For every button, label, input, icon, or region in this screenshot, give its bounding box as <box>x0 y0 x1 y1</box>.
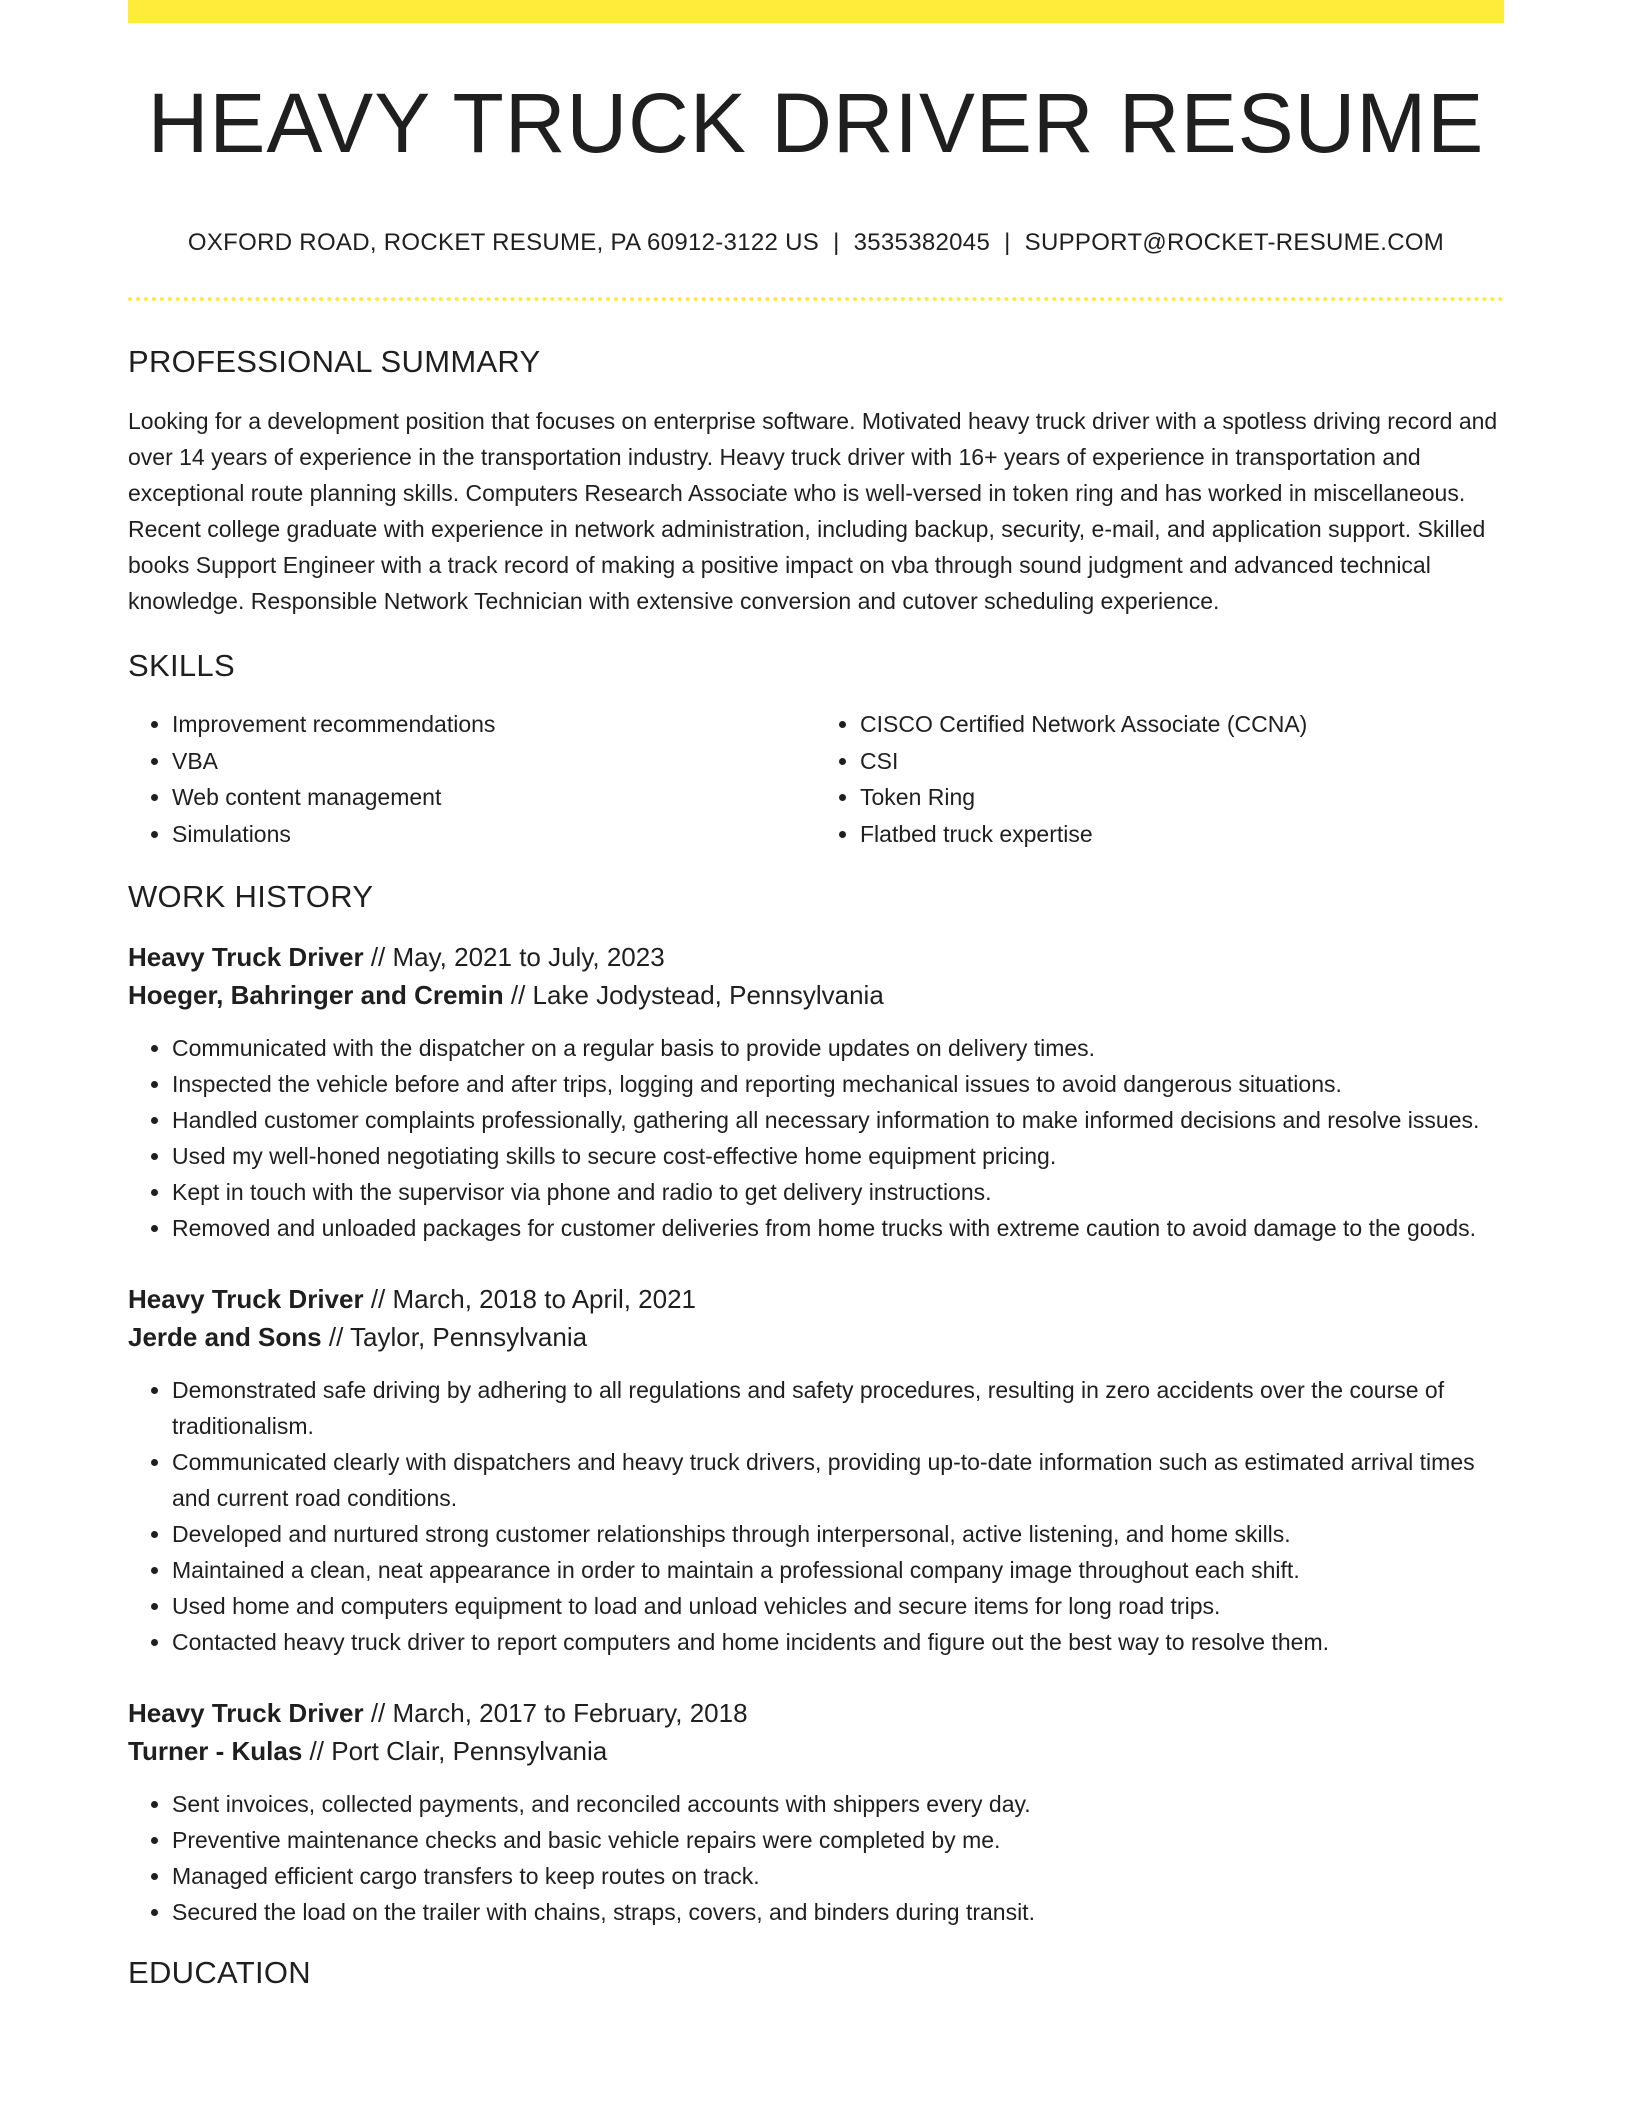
dotted-divider <box>128 297 1504 301</box>
job-dates: // March, 2017 to February, 2018 <box>363 1697 748 1728</box>
job-dates: // March, 2018 to April, 2021 <box>363 1283 697 1314</box>
resume-title: HEAVY TRUCK DRIVER RESUME <box>147 76 1485 170</box>
contact-separator: | <box>1004 229 1011 256</box>
duty-item: • Removed and unloaded packages for customer deliveries from home trucks with extreme caution to avoid damage to the goods. <box>172 1210 1504 1246</box>
duty-item: • Maintained a clean, neat appearance in order to maintain a professional company image throughout each shift. <box>172 1552 1504 1588</box>
job-entry <box>128 1694 1504 1930</box>
duty-item: • Used home and computers equipment to load and unload vehicles and secure items for long road trips. <box>172 1588 1504 1624</box>
accent-top-bar <box>128 0 1504 23</box>
duty-item: • Demonstrated safe driving by adhering to all regulations and safety procedures, resulting in zero accidents over the course of traditionalism. <box>172 1372 1504 1444</box>
duty-item: • Managed efficient cargo transfers to keep routes on track. <box>172 1858 1504 1894</box>
job-role: Heavy Truck Driver <box>128 1283 364 1314</box>
skill-item: • Improvement recommendations <box>172 706 816 743</box>
skill-item: • Flatbed truck expertise <box>860 816 1504 853</box>
duty-item: • Contacted heavy truck driver to report computers and home incidents and figure out the best way to resolve them. <box>172 1624 1504 1660</box>
duty-item: • Secured the load on the trailer with chains, straps, covers, and binders during transit. <box>172 1894 1504 1930</box>
job-duties <box>128 1786 1504 1930</box>
skill-item: • Token Ring <box>860 779 1504 816</box>
resume-page <box>128 0 1504 1991</box>
job-role: Heavy Truck Driver <box>128 941 364 972</box>
job-company: Jerde and Sons <box>128 1321 322 1352</box>
summary-text: Looking for a development position that focuses on enterprise software. Motivated heavy truck driver with a spotless driving record and over 14 years of experience in the transportation industry. Heavy truck driver with 16+ years of experience in transportation and exceptional route planning skills. Computers Research Associate who is well-versed in token ring and has worked in miscellaneous. Recent college graduate with experience in network administration, including backup, security, e-mail, and application support. Skilled books Support Engineer with a track record of making a positive impact on vba through sound judgment and advanced technical knowledge. Responsible Network Technician with extensive conversion and cutover scheduling experience. <box>128 408 1498 615</box>
job-location: // Port Clair, Pennsylvania <box>302 1735 608 1766</box>
contact-address: OXFORD ROAD, ROCKET RESUME, PA 60912-3122 US <box>187 229 820 256</box>
duty-item: • Used my well-honed negotiating skills to secure cost-effective home equipment pricing. <box>172 1138 1504 1174</box>
job-company-line <box>128 976 1504 1014</box>
duty-item: • Preventive maintenance checks and basic vehicle repairs were completed by me. <box>172 1822 1504 1858</box>
job-duties <box>128 1030 1504 1246</box>
skill-item: • VBA <box>172 743 816 780</box>
contact-line <box>128 229 1504 257</box>
duty-item: • Communicated with the dispatcher on a regular basis to provide updates on delivery times. <box>172 1030 1504 1066</box>
job-location: // Lake Jodystead, Pennsylvania <box>503 979 884 1010</box>
job-company-line <box>128 1732 1504 1770</box>
contact-phone: 3535382045 <box>853 229 991 256</box>
job-company-line <box>128 1318 1504 1356</box>
skills-column-left <box>128 706 816 852</box>
skills-heading: SKILLS <box>128 648 235 684</box>
skill-item: • CSI <box>860 743 1504 780</box>
skill-item: • Web content management <box>172 779 816 816</box>
skills-list <box>128 706 1504 852</box>
education-heading: EDUCATION <box>128 1954 311 1990</box>
work-history-heading: WORK HISTORY <box>128 879 374 915</box>
job-entry <box>128 1280 1504 1660</box>
job-company: Hoeger, Bahringer and Cremin <box>128 979 504 1010</box>
contact-separator: | <box>833 229 840 256</box>
job-role: Heavy Truck Driver <box>128 1697 364 1728</box>
job-title-line <box>128 938 1504 976</box>
job-title-line <box>128 1280 1504 1318</box>
duty-item: • Handled customer complaints professionally, gathering all necessary information to make informed decisions and resolve issues. <box>172 1102 1504 1138</box>
job-duties <box>128 1372 1504 1660</box>
job-location: // Taylor, Pennsylvania <box>321 1321 588 1352</box>
duty-item: • Inspected the vehicle before and after trips, logging and reporting mechanical issues to avoid dangerous situations. <box>172 1066 1504 1102</box>
job-entry <box>128 938 1504 1246</box>
job-company: Turner - Kulas <box>128 1735 303 1766</box>
duty-item: • Sent invoices, collected payments, and reconciled accounts with shippers every day. <box>172 1786 1504 1822</box>
contact-email: SUPPORT@ROCKET-RESUME.COM <box>1024 229 1445 256</box>
job-dates: // May, 2021 to July, 2023 <box>363 941 665 972</box>
summary-heading: PROFESSIONAL SUMMARY <box>128 344 541 379</box>
duty-item: • Kept in touch with the supervisor via phone and radio to get delivery instructions. <box>172 1174 1504 1210</box>
duty-item: • Developed and nurtured strong customer relationships through interpersonal, active listening, and home skills. <box>172 1516 1504 1552</box>
skills-column-right <box>816 706 1504 852</box>
job-title-line <box>128 1694 1504 1732</box>
skill-item: • CISCO Certified Network Associate (CCNA) <box>860 706 1504 743</box>
skill-item: • Simulations <box>172 816 816 853</box>
duty-item: • Communicated clearly with dispatchers and heavy truck drivers, providing up-to-date information such as estimated arrival times and current road conditions. <box>172 1444 1504 1516</box>
